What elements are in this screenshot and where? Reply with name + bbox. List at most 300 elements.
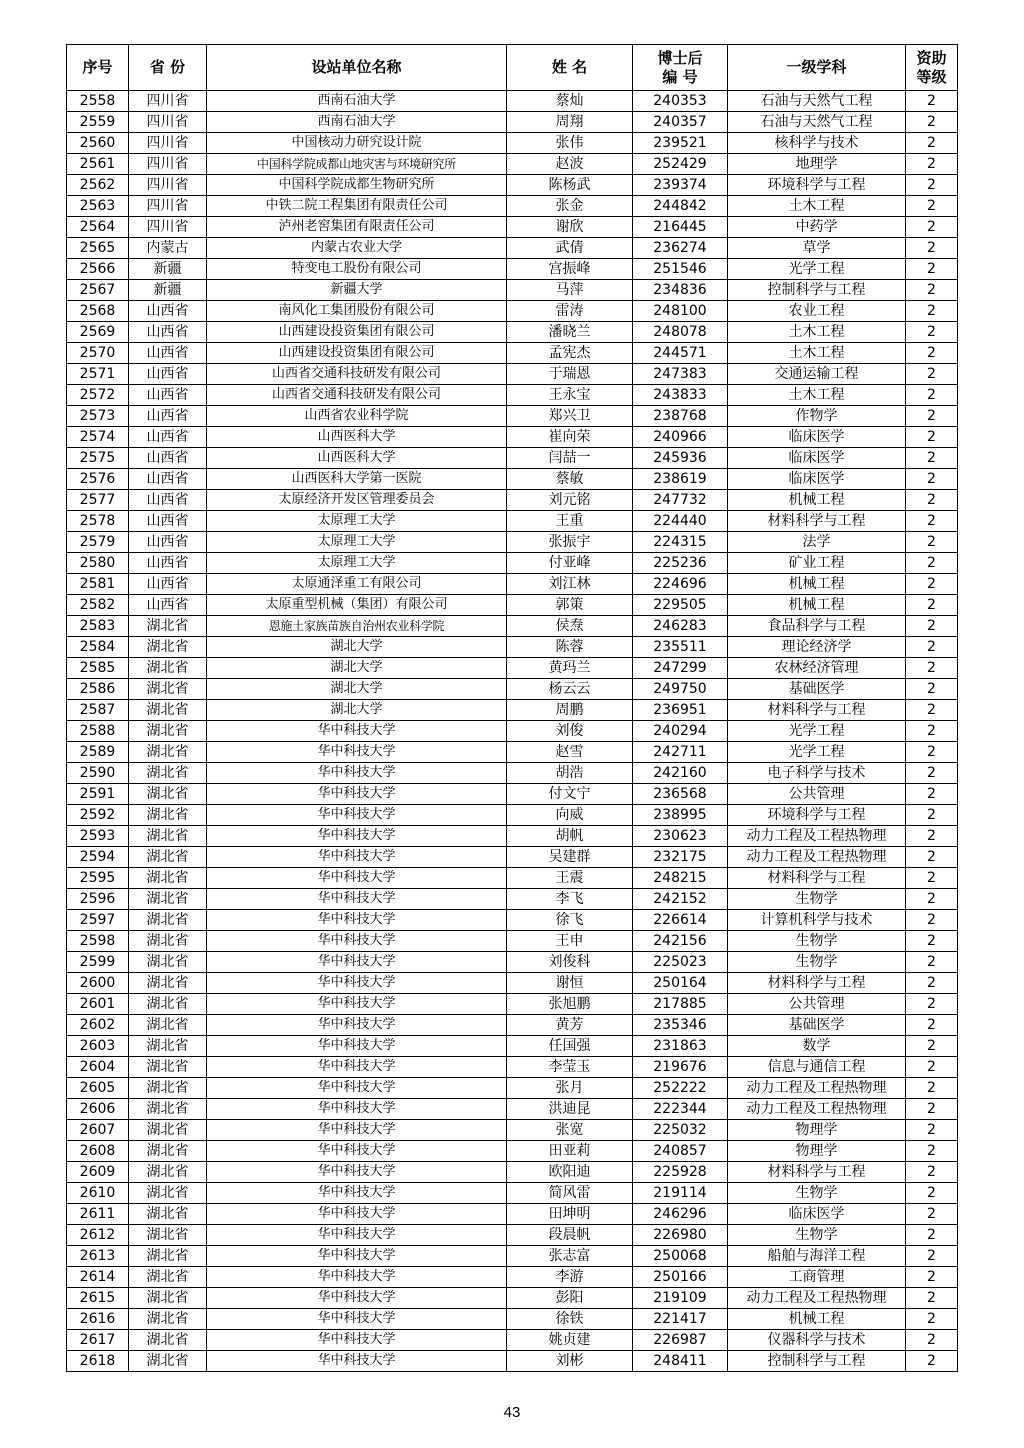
cell-province: 湖北省 xyxy=(129,805,207,826)
cell-seq: 2574 xyxy=(67,427,129,448)
cell-discipline: 物理学 xyxy=(728,1120,906,1141)
cell-discipline: 农业工程 xyxy=(728,301,906,322)
cell-seq: 2566 xyxy=(67,259,129,280)
cell-grade: 2 xyxy=(906,1099,958,1120)
header-row xyxy=(67,45,958,91)
cell-discipline: 食品科学与工程 xyxy=(728,616,906,637)
cell-grade: 2 xyxy=(906,532,958,553)
table-row xyxy=(67,637,958,658)
cell-province: 湖北省 xyxy=(129,1183,207,1204)
cell-seq: 2610 xyxy=(67,1183,129,1204)
cell-grade: 2 xyxy=(906,868,958,889)
cell-unit: 华中科技大学 xyxy=(207,805,507,826)
cell-name: 潘晓兰 xyxy=(507,322,633,343)
cell-province: 湖北省 xyxy=(129,1120,207,1141)
cell-unit: 太原理工大学 xyxy=(207,532,507,553)
cell-grade: 2 xyxy=(906,511,958,532)
cell-name: 张宽 xyxy=(507,1120,633,1141)
cell-seq: 2616 xyxy=(67,1309,129,1330)
cell-seq: 2606 xyxy=(67,1099,129,1120)
cell-province: 湖北省 xyxy=(129,910,207,931)
cell-grade: 2 xyxy=(906,847,958,868)
table-row xyxy=(67,574,958,595)
cell-name: 郭策 xyxy=(507,595,633,616)
cell-seq: 2614 xyxy=(67,1267,129,1288)
cell-unit: 湖北大学 xyxy=(207,658,507,679)
cell-unit: 华中科技大学 xyxy=(207,1099,507,1120)
cell-province: 山西省 xyxy=(129,301,207,322)
cell-name: 刘江林 xyxy=(507,574,633,595)
table-row xyxy=(67,889,958,910)
cell-unit: 华中科技大学 xyxy=(207,784,507,805)
table-row xyxy=(67,910,958,931)
cell-postdoc-number: 235346 xyxy=(633,1015,728,1036)
cell-discipline: 临床医学 xyxy=(728,427,906,448)
cell-name: 徐飞 xyxy=(507,910,633,931)
cell-province: 湖北省 xyxy=(129,1246,207,1267)
header-name: 姓 名 xyxy=(507,45,633,91)
cell-postdoc-number: 216445 xyxy=(633,217,728,238)
cell-discipline: 动力工程及工程热物理 xyxy=(728,1288,906,1309)
cell-seq: 2588 xyxy=(67,721,129,742)
table-row xyxy=(67,322,958,343)
cell-seq: 2563 xyxy=(67,196,129,217)
cell-province: 湖北省 xyxy=(129,1162,207,1183)
cell-province: 湖北省 xyxy=(129,868,207,889)
cell-unit: 特变电工股份有限公司 xyxy=(207,259,507,280)
cell-name: 崔向荣 xyxy=(507,427,633,448)
cell-grade: 2 xyxy=(906,784,958,805)
cell-name: 于瑞恩 xyxy=(507,364,633,385)
cell-postdoc-number: 217885 xyxy=(633,994,728,1015)
cell-name: 蔡敏 xyxy=(507,469,633,490)
cell-discipline: 信息与通信工程 xyxy=(728,1057,906,1078)
cell-grade: 2 xyxy=(906,385,958,406)
table-row xyxy=(67,343,958,364)
cell-province: 湖北省 xyxy=(129,1057,207,1078)
cell-postdoc-number: 230623 xyxy=(633,826,728,847)
cell-postdoc-number: 224315 xyxy=(633,532,728,553)
cell-postdoc-number: 239374 xyxy=(633,175,728,196)
cell-name: 马萍 xyxy=(507,280,633,301)
cell-seq: 2562 xyxy=(67,175,129,196)
cell-unit: 华中科技大学 xyxy=(207,973,507,994)
table-row xyxy=(67,133,958,154)
cell-grade: 2 xyxy=(906,889,958,910)
cell-grade: 2 xyxy=(906,1036,958,1057)
cell-discipline: 数学 xyxy=(728,1036,906,1057)
cell-province: 湖北省 xyxy=(129,700,207,721)
cell-name: 姚贞建 xyxy=(507,1330,633,1351)
cell-unit: 西南石油大学 xyxy=(207,112,507,133)
cell-province: 四川省 xyxy=(129,196,207,217)
cell-discipline: 机械工程 xyxy=(728,490,906,511)
cell-grade: 2 xyxy=(906,1330,958,1351)
cell-grade: 2 xyxy=(906,238,958,259)
cell-postdoc-number: 225032 xyxy=(633,1120,728,1141)
table-row xyxy=(67,469,958,490)
table-row xyxy=(67,427,958,448)
cell-postdoc-number: 240357 xyxy=(633,112,728,133)
cell-seq: 2592 xyxy=(67,805,129,826)
cell-unit: 山西建设投资集团有限公司 xyxy=(207,343,507,364)
cell-name: 徐铁 xyxy=(507,1309,633,1330)
cell-seq: 2608 xyxy=(67,1141,129,1162)
cell-postdoc-number: 247732 xyxy=(633,490,728,511)
cell-grade: 2 xyxy=(906,1267,958,1288)
cell-province: 湖北省 xyxy=(129,889,207,910)
cell-postdoc-number: 225928 xyxy=(633,1162,728,1183)
cell-seq: 2605 xyxy=(67,1078,129,1099)
cell-grade: 2 xyxy=(906,700,958,721)
cell-discipline: 生物学 xyxy=(728,952,906,973)
cell-province: 湖北省 xyxy=(129,1078,207,1099)
cell-name: 欧阳迪 xyxy=(507,1162,633,1183)
cell-grade: 2 xyxy=(906,154,958,175)
cell-postdoc-number: 242711 xyxy=(633,742,728,763)
cell-postdoc-number: 242156 xyxy=(633,931,728,952)
table-row xyxy=(67,1057,958,1078)
cell-grade: 2 xyxy=(906,1141,958,1162)
cell-seq: 2578 xyxy=(67,511,129,532)
cell-unit: 湖北大学 xyxy=(207,700,507,721)
cell-discipline: 草学 xyxy=(728,238,906,259)
cell-postdoc-number: 240857 xyxy=(633,1141,728,1162)
cell-seq: 2584 xyxy=(67,637,129,658)
cell-province: 湖北省 xyxy=(129,952,207,973)
funding-list-table xyxy=(66,44,958,1372)
cell-postdoc-number: 238619 xyxy=(633,469,728,490)
cell-discipline: 动力工程及工程热物理 xyxy=(728,847,906,868)
cell-name: 李莹玉 xyxy=(507,1057,633,1078)
cell-grade: 2 xyxy=(906,259,958,280)
cell-province: 山西省 xyxy=(129,364,207,385)
cell-province: 山西省 xyxy=(129,448,207,469)
cell-province: 新疆 xyxy=(129,280,207,301)
cell-unit: 华中科技大学 xyxy=(207,1183,507,1204)
cell-grade: 2 xyxy=(906,574,958,595)
cell-province: 湖北省 xyxy=(129,1288,207,1309)
cell-unit: 华中科技大学 xyxy=(207,1141,507,1162)
cell-unit: 山西省交通科技研发有限公司 xyxy=(207,364,507,385)
cell-grade: 2 xyxy=(906,175,958,196)
cell-province: 山西省 xyxy=(129,385,207,406)
cell-discipline: 理论经济学 xyxy=(728,637,906,658)
cell-discipline: 公共管理 xyxy=(728,784,906,805)
cell-province: 湖北省 xyxy=(129,658,207,679)
cell-name: 王重 xyxy=(507,511,633,532)
cell-seq: 2613 xyxy=(67,1246,129,1267)
cell-name: 李飞 xyxy=(507,889,633,910)
cell-discipline: 机械工程 xyxy=(728,1309,906,1330)
table-row xyxy=(67,364,958,385)
cell-seq: 2572 xyxy=(67,385,129,406)
cell-province: 四川省 xyxy=(129,133,207,154)
table-row xyxy=(67,1351,958,1372)
cell-name: 张志富 xyxy=(507,1246,633,1267)
cell-postdoc-number: 250166 xyxy=(633,1267,728,1288)
table-row xyxy=(67,763,958,784)
cell-grade: 2 xyxy=(906,763,958,784)
table-row xyxy=(67,259,958,280)
table-row xyxy=(67,658,958,679)
cell-province: 湖北省 xyxy=(129,721,207,742)
cell-grade: 2 xyxy=(906,1183,958,1204)
cell-name: 洪迪昆 xyxy=(507,1099,633,1120)
cell-province: 湖北省 xyxy=(129,994,207,1015)
cell-grade: 2 xyxy=(906,469,958,490)
cell-postdoc-number: 248078 xyxy=(633,322,728,343)
cell-discipline: 生物学 xyxy=(728,889,906,910)
cell-discipline: 生物学 xyxy=(728,1183,906,1204)
cell-postdoc-number: 240294 xyxy=(633,721,728,742)
cell-postdoc-number: 238768 xyxy=(633,406,728,427)
cell-seq: 2565 xyxy=(67,238,129,259)
table-row xyxy=(67,280,958,301)
cell-name: 刘俊科 xyxy=(507,952,633,973)
table-row xyxy=(67,1246,958,1267)
cell-seq: 2617 xyxy=(67,1330,129,1351)
header-seq: 序号 xyxy=(67,45,129,91)
table-row xyxy=(67,154,958,175)
cell-unit: 山西医科大学 xyxy=(207,448,507,469)
cell-grade: 2 xyxy=(906,406,958,427)
table-row xyxy=(67,112,958,133)
cell-seq: 2582 xyxy=(67,595,129,616)
cell-province: 湖北省 xyxy=(129,1351,207,1372)
cell-province: 山西省 xyxy=(129,427,207,448)
page-number: 43 xyxy=(503,1404,521,1421)
cell-postdoc-number: 240353 xyxy=(633,91,728,112)
cell-discipline: 环境科学与工程 xyxy=(728,805,906,826)
cell-postdoc-number: 248411 xyxy=(633,1351,728,1372)
table-row xyxy=(67,931,958,952)
cell-postdoc-number: 250068 xyxy=(633,1246,728,1267)
cell-grade: 2 xyxy=(906,952,958,973)
cell-name: 张金 xyxy=(507,196,633,217)
cell-discipline: 基础医学 xyxy=(728,679,906,700)
cell-discipline: 石油与天然气工程 xyxy=(728,91,906,112)
cell-grade: 2 xyxy=(906,133,958,154)
cell-discipline: 作物学 xyxy=(728,406,906,427)
cell-name: 段晨帆 xyxy=(507,1225,633,1246)
cell-province: 山西省 xyxy=(129,322,207,343)
cell-discipline: 材料科学与工程 xyxy=(728,973,906,994)
cell-discipline: 船舶与海洋工程 xyxy=(728,1246,906,1267)
cell-province: 山西省 xyxy=(129,469,207,490)
cell-seq: 2609 xyxy=(67,1162,129,1183)
cell-postdoc-number: 226980 xyxy=(633,1225,728,1246)
cell-name: 周鹏 xyxy=(507,700,633,721)
cell-province: 四川省 xyxy=(129,112,207,133)
cell-province: 湖北省 xyxy=(129,784,207,805)
table-row xyxy=(67,1330,958,1351)
cell-unit: 华中科技大学 xyxy=(207,889,507,910)
cell-seq: 2561 xyxy=(67,154,129,175)
cell-postdoc-number: 225236 xyxy=(633,553,728,574)
cell-name: 黄芳 xyxy=(507,1015,633,1036)
cell-name: 田亚莉 xyxy=(507,1141,633,1162)
cell-seq: 2587 xyxy=(67,700,129,721)
header-grade-line2: 等级 xyxy=(916,67,947,86)
cell-postdoc-number: 232175 xyxy=(633,847,728,868)
header-discipline: 一级学科 xyxy=(728,45,906,91)
cell-unit: 华中科技大学 xyxy=(207,1204,507,1225)
cell-province: 湖北省 xyxy=(129,931,207,952)
cell-name: 刘元铭 xyxy=(507,490,633,511)
table-row xyxy=(67,826,958,847)
table-row xyxy=(67,532,958,553)
cell-grade: 2 xyxy=(906,616,958,637)
cell-name: 陈蓉 xyxy=(507,637,633,658)
cell-unit: 山西省农业科学院 xyxy=(207,406,507,427)
cell-name: 蔡灿 xyxy=(507,91,633,112)
table-row xyxy=(67,448,958,469)
cell-unit: 华中科技大学 xyxy=(207,1351,507,1372)
cell-province: 湖北省 xyxy=(129,1309,207,1330)
cell-grade: 2 xyxy=(906,1288,958,1309)
cell-postdoc-number: 245936 xyxy=(633,448,728,469)
cell-grade: 2 xyxy=(906,1162,958,1183)
cell-postdoc-number: 229505 xyxy=(633,595,728,616)
cell-discipline: 光学工程 xyxy=(728,259,906,280)
cell-name: 田坤明 xyxy=(507,1204,633,1225)
cell-province: 四川省 xyxy=(129,217,207,238)
cell-postdoc-number: 219676 xyxy=(633,1057,728,1078)
cell-discipline: 核科学与技术 xyxy=(728,133,906,154)
cell-province: 四川省 xyxy=(129,91,207,112)
cell-seq: 2570 xyxy=(67,343,129,364)
cell-seq: 2573 xyxy=(67,406,129,427)
table-row xyxy=(67,301,958,322)
cell-postdoc-number: 252429 xyxy=(633,154,728,175)
cell-seq: 2580 xyxy=(67,553,129,574)
cell-seq: 2559 xyxy=(67,112,129,133)
table-row xyxy=(67,1225,958,1246)
cell-province: 湖北省 xyxy=(129,742,207,763)
cell-seq: 2598 xyxy=(67,931,129,952)
cell-discipline: 光学工程 xyxy=(728,742,906,763)
cell-grade: 2 xyxy=(906,931,958,952)
cell-unit: 华中科技大学 xyxy=(207,1162,507,1183)
cell-unit: 山西医科大学第一医院 xyxy=(207,469,507,490)
cell-name: 胡帆 xyxy=(507,826,633,847)
cell-seq: 2604 xyxy=(67,1057,129,1078)
cell-postdoc-number: 242152 xyxy=(633,889,728,910)
cell-name: 李游 xyxy=(507,1267,633,1288)
table-row xyxy=(67,721,958,742)
cell-province: 山西省 xyxy=(129,553,207,574)
cell-grade: 2 xyxy=(906,637,958,658)
table-row xyxy=(67,784,958,805)
cell-grade: 2 xyxy=(906,280,958,301)
cell-discipline: 法学 xyxy=(728,532,906,553)
cell-unit: 湖北大学 xyxy=(207,637,507,658)
cell-name: 胡浩 xyxy=(507,763,633,784)
cell-grade: 2 xyxy=(906,553,958,574)
cell-postdoc-number: 235511 xyxy=(633,637,728,658)
cell-unit: 泸州老窖集团有限责任公司 xyxy=(207,217,507,238)
cell-unit: 中国科学院成都山地灾害与环境研究所 xyxy=(207,154,507,175)
cell-discipline: 交通运输工程 xyxy=(728,364,906,385)
cell-name: 任国强 xyxy=(507,1036,633,1057)
table-row xyxy=(67,847,958,868)
cell-province: 湖北省 xyxy=(129,679,207,700)
cell-postdoc-number: 236274 xyxy=(633,238,728,259)
cell-name: 陈杨武 xyxy=(507,175,633,196)
cell-unit: 华中科技大学 xyxy=(207,1015,507,1036)
cell-seq: 2611 xyxy=(67,1204,129,1225)
header-postdoc-number xyxy=(633,45,728,91)
cell-postdoc-number: 244842 xyxy=(633,196,728,217)
table-row xyxy=(67,1036,958,1057)
cell-unit: 华中科技大学 xyxy=(207,910,507,931)
table-row xyxy=(67,1099,958,1120)
cell-discipline: 土木工程 xyxy=(728,385,906,406)
table-row xyxy=(67,196,958,217)
cell-seq: 2571 xyxy=(67,364,129,385)
cell-postdoc-number: 246283 xyxy=(633,616,728,637)
cell-grade: 2 xyxy=(906,343,958,364)
cell-grade: 2 xyxy=(906,973,958,994)
cell-seq: 2599 xyxy=(67,952,129,973)
table-row xyxy=(67,952,958,973)
table-row xyxy=(67,406,958,427)
cell-postdoc-number: 221417 xyxy=(633,1309,728,1330)
cell-discipline: 生物学 xyxy=(728,1225,906,1246)
header-postdoc-number-line1: 博士后 xyxy=(657,48,703,67)
cell-seq: 2558 xyxy=(67,91,129,112)
cell-province: 四川省 xyxy=(129,154,207,175)
cell-discipline: 基础医学 xyxy=(728,1015,906,1036)
cell-postdoc-number: 248100 xyxy=(633,301,728,322)
cell-postdoc-number: 247299 xyxy=(633,658,728,679)
cell-grade: 2 xyxy=(906,490,958,511)
table-row xyxy=(67,595,958,616)
cell-grade: 2 xyxy=(906,427,958,448)
table-row xyxy=(67,973,958,994)
cell-unit: 太原理工大学 xyxy=(207,553,507,574)
cell-grade: 2 xyxy=(906,721,958,742)
cell-province: 山西省 xyxy=(129,406,207,427)
cell-unit: 华中科技大学 xyxy=(207,931,507,952)
cell-postdoc-number: 251546 xyxy=(633,259,728,280)
table-row xyxy=(67,1120,958,1141)
cell-postdoc-number: 239521 xyxy=(633,133,728,154)
cell-name: 张月 xyxy=(507,1078,633,1099)
cell-name: 武倩 xyxy=(507,238,633,259)
cell-discipline: 控制科学与工程 xyxy=(728,1351,906,1372)
cell-name: 王永宝 xyxy=(507,385,633,406)
cell-discipline: 临床医学 xyxy=(728,469,906,490)
cell-province: 湖北省 xyxy=(129,1225,207,1246)
cell-postdoc-number: 252222 xyxy=(633,1078,728,1099)
cell-grade: 2 xyxy=(906,679,958,700)
cell-unit: 太原经济开发区管理委员会 xyxy=(207,490,507,511)
table-row xyxy=(67,1141,958,1162)
cell-name: 周翔 xyxy=(507,112,633,133)
cell-seq: 2589 xyxy=(67,742,129,763)
cell-province: 山西省 xyxy=(129,490,207,511)
cell-province: 湖北省 xyxy=(129,1036,207,1057)
cell-discipline: 土木工程 xyxy=(728,343,906,364)
cell-postdoc-number: 231863 xyxy=(633,1036,728,1057)
cell-discipline: 动力工程及工程热物理 xyxy=(728,1078,906,1099)
cell-name: 王震 xyxy=(507,868,633,889)
cell-province: 湖北省 xyxy=(129,1099,207,1120)
cell-grade: 2 xyxy=(906,1120,958,1141)
table-row xyxy=(67,700,958,721)
